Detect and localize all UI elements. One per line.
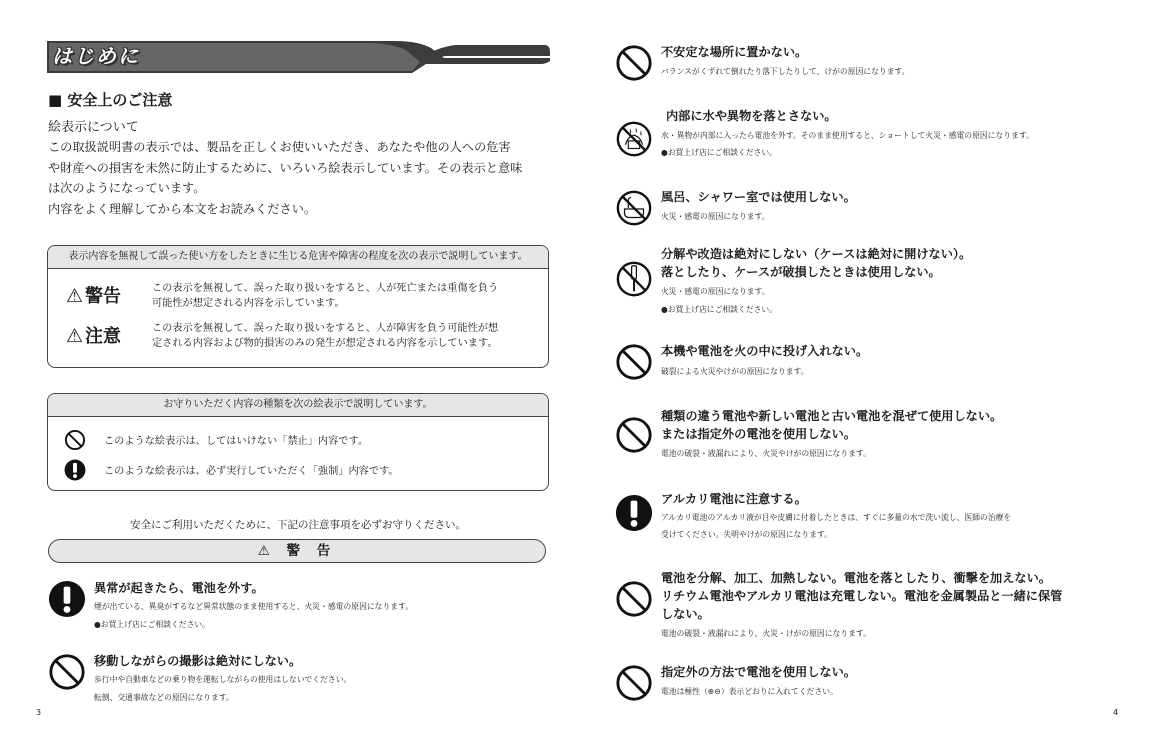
item-desc: 電池の破裂・液漏れにより、火災やけがの原因になります。 — [661, 449, 871, 458]
item-desc: 破裂による火災やけがの原因になります。 — [661, 367, 809, 376]
item-desc: 火災・感電の原因になります。 — [661, 212, 770, 221]
severity-box-header: 表示内容を無視して誤った使い方をしたときに生じる危害や障害の程度を次の表示で説明しています。 — [48, 246, 548, 269]
prohibition-icon — [48, 653, 86, 691]
caution-label-text: 注意 — [85, 326, 122, 347]
intro-text — [48, 137, 553, 219]
item-title: 指定外の方法で電池を使用しない。 — [661, 665, 856, 679]
item-title: 本機や電池を火の中に投げ入れない。 — [661, 344, 869, 358]
caution-description — [152, 321, 540, 351]
prohibition-icon — [64, 429, 86, 451]
warning-bar: ⚠ 警 告 — [48, 539, 546, 563]
item-desc: バランスがくずれて倒れたり落下したりして、けがの原因になります。 — [661, 67, 910, 76]
severity-box — [47, 245, 549, 368]
prohibition-icon — [615, 343, 653, 381]
item-title: アルカリ電池に注意する。 — [661, 492, 807, 506]
item-title: 分解や改造は絶対にしない（ケースは絶対に開けない）。 — [661, 247, 972, 261]
intro-line: や財産への損害を未然に防止するために、いろいろ絵表示しています。その表示と意味 — [48, 160, 523, 175]
prohibition-icon — [615, 44, 653, 82]
intro-line: は次のようになっています。 — [48, 181, 206, 195]
item-title: 風呂、シャワー室では使用しない。 — [661, 190, 856, 204]
prohibition-icon — [615, 580, 653, 618]
item-title: または指定外の電池を使用しない。 — [661, 427, 856, 441]
item-title: 内部に水や異物を落とさない。 — [666, 109, 837, 123]
no-bath-icon — [615, 189, 653, 227]
item-desc: 電池は極性（⊕⊖）表示どおりに入れてください。 — [661, 687, 838, 696]
item-desc: ●お買上げ店にご相談ください。 — [661, 305, 777, 314]
no-water-icon — [615, 120, 653, 158]
mandatory-icon — [64, 459, 86, 481]
item-title: リチウム電池やアルカリ電池は充電しない。電池を金属製品と一緒に保管 — [661, 589, 1063, 603]
item-title: 電池を分解、加工、加熱しない。電池を落としたり、衝撃を加えない。 — [661, 571, 1051, 585]
warning-desc-line: この表示を無視して、誤った取り扱いをすると、人が死亡または重傷を負う — [152, 283, 499, 294]
warning-description — [152, 281, 540, 311]
warning-label-text: 警告 — [85, 286, 122, 307]
intro-line: 内容をよく理解してから本文をお読みください。 — [48, 201, 317, 216]
page-number-left: 3 — [36, 708, 42, 717]
item-title: しない。 — [661, 607, 710, 621]
warning-label — [66, 282, 121, 308]
kind-row-mandatory — [48, 455, 548, 485]
item-desc: 歩行中や自動車などの乗り物を運転しながらの使用はしないでください。 — [94, 675, 352, 684]
item-desc: 煙が出ている、異臭がするなど異常状態のまま使用すると、火災・感電の原因になります。 — [94, 602, 414, 611]
item-title: 種類の違う電池や新しい電池と古い電池を混ぜて使用しない。 — [661, 409, 1003, 423]
warning-triangle-icon: ⚠ — [66, 285, 84, 307]
item-desc: 転倒、交通事故などの原因になります。 — [94, 693, 234, 702]
kind-row-prohibition — [48, 425, 548, 455]
intro-line: この取扱説明書の表示では、製品を正しくお使いいただき、あなたや他の人への危害 — [48, 140, 511, 154]
item-title: 落としたり、ケースが破損したときは使用しない。 — [661, 265, 941, 279]
kind-text-prohibition: このような絵表示は、してはいけない「禁止」内容です。 — [104, 436, 369, 447]
item-desc: アルカリ電池のアルカリ液が目や皮膚に付着したときは、すぐに多量の水で洗い流し、医師の治療を — [661, 513, 1012, 522]
item-title: 移動しながらの撮影は絶対にしない。 — [94, 654, 302, 668]
item-desc: 電池の破裂・液漏れにより、火災・けがの原因になります。 — [661, 629, 871, 638]
prohibition-icon — [615, 664, 653, 702]
no-disassembly-icon — [615, 260, 653, 298]
item-desc: ●お買上げ店にご相談ください。 — [661, 148, 777, 157]
section-heading: ■ 安全上のご注意 — [48, 91, 173, 109]
kinds-box — [47, 393, 549, 491]
prohibition-icon — [615, 416, 653, 454]
item-desc: 受けてください。失明やけがの原因になります。 — [661, 530, 832, 539]
caution-desc-line: この表示を無視して、誤った取り扱いをすると、人が障害を負う可能性が想 — [152, 323, 499, 334]
section-subheading: 絵表示について — [48, 120, 139, 135]
item-title: 異常が起きたら、電池を外す。 — [94, 581, 264, 595]
caution-desc-line: 定される内容および物的損害のみの発生が想定される内容を示しています。 — [152, 338, 498, 349]
header-title: はじめに — [52, 44, 140, 68]
caution-triangle-icon: ⚠ — [66, 325, 84, 347]
item-title: 不安定な場所に置かない。 — [661, 45, 808, 59]
kind-text-mandatory: このような絵表示は、必ず実行していただく「強制」内容です。 — [104, 466, 399, 477]
warning-lead: 安全にご利用いただくために、下記の注意事項を必ずお守りください。 — [130, 519, 466, 531]
mandatory-icon — [615, 494, 653, 532]
mandatory-icon — [48, 580, 86, 618]
item-desc: 水・異物が内部に入ったら電池を外す。そのまま使用すると、ショートして火災・感電の原因になります。 — [661, 131, 1034, 140]
page-number-right: 4 — [1113, 708, 1119, 717]
item-desc: 火災・感電の原因になります。 — [661, 287, 770, 296]
kinds-box-header: お守りいただく内容の種類を次の絵表示で説明しています。 — [48, 394, 548, 417]
caution-label — [66, 322, 121, 348]
item-desc: ●お買上げ店にご相談ください。 — [94, 620, 210, 629]
warning-desc-line: 可能性が想定される内容を示しています。 — [152, 298, 345, 309]
